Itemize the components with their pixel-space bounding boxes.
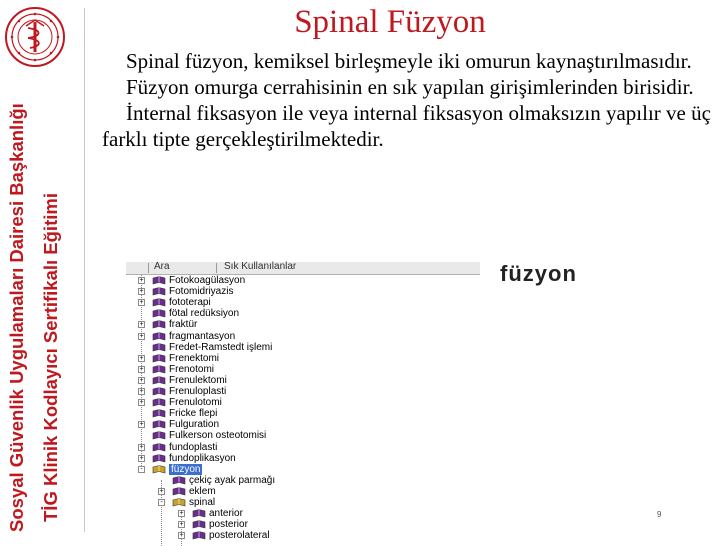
expand-icon[interactable]: + — [179, 510, 184, 518]
tree-node[interactable] — [138, 375, 480, 386]
book-icon — [152, 354, 166, 363]
tree-node[interactable] — [138, 353, 480, 364]
expand-icon[interactable]: + — [139, 332, 144, 340]
expand-icon[interactable]: + — [139, 354, 144, 362]
sidebar-divider — [84, 8, 85, 532]
keyword-label: füzyon — [500, 261, 577, 286]
tab-separator — [216, 263, 217, 273]
tree-node-label: anterior — [209, 508, 243, 520]
expand-icon[interactable]: + — [139, 443, 144, 451]
tree-node[interactable] — [138, 442, 480, 453]
sidebar — [0, 0, 86, 540]
tree-node-label: posterolateral — [209, 530, 270, 542]
book-icon — [192, 509, 206, 518]
tree-node[interactable] — [178, 519, 480, 530]
tree-node[interactable] — [138, 308, 480, 319]
expand-icon[interactable]: + — [179, 521, 184, 529]
tree-node[interactable] — [138, 297, 480, 308]
ministry-logo — [4, 6, 66, 68]
book-icon — [152, 398, 166, 407]
expand-icon[interactable]: + — [159, 487, 164, 495]
tree-node-label: fraktür — [169, 319, 198, 331]
tab-search[interactable]: Ara — [154, 261, 170, 272]
book-icon — [152, 409, 166, 418]
expand-icon[interactable]: + — [139, 399, 144, 407]
paragraph-3: İnternal fiksasyon ile veya internal fiksasyon olmaksızın yapılır ve üç farklı tipte gerçekleştirilmektedir. — [102, 101, 711, 151]
open-book-icon — [152, 465, 166, 474]
paragraph-1: Spinal füzyon, kemiksel birleşmeyle iki omurun kaynaştırılmasıdır. — [126, 49, 692, 73]
tree-node[interactable] — [138, 453, 480, 464]
book-icon — [152, 309, 166, 318]
book-icon — [152, 454, 166, 463]
tree-node-label: Frenulotomi — [169, 397, 222, 409]
tree-node-label: fundoplasti — [169, 441, 218, 453]
tree-node[interactable] — [178, 530, 480, 541]
book-icon — [152, 387, 166, 396]
tree-node[interactable] — [138, 430, 480, 441]
tree-node-label: Fricke flepi — [169, 408, 218, 420]
expand-icon[interactable]: + — [139, 321, 144, 329]
tree-node[interactable] — [138, 419, 480, 430]
slide-title: Spinal Füzyon — [294, 4, 486, 40]
tree-node-label: Fulkerson osteotomisi — [169, 430, 267, 442]
expand-icon[interactable]: + — [139, 299, 144, 307]
book-icon — [152, 443, 166, 452]
book-icon — [172, 487, 186, 496]
book-icon — [152, 287, 166, 296]
tree-node-label: spinal — [189, 497, 216, 508]
book-icon — [152, 365, 166, 374]
tree-node[interactable] — [138, 408, 480, 419]
collapse-icon[interactable]: - — [138, 466, 145, 473]
tree-node-label: fötal redüksiyon — [169, 308, 240, 320]
open-book-icon — [172, 498, 186, 507]
tree-node-label: Frenektomi — [169, 352, 220, 364]
book-icon — [152, 420, 166, 429]
tree-node[interactable] — [158, 497, 480, 508]
book-icon — [152, 376, 166, 385]
tree-node[interactable] — [138, 342, 480, 353]
tree-node-label: fragmantasyon — [169, 330, 236, 342]
book-icon — [152, 343, 166, 352]
tree-node[interactable] — [178, 508, 480, 519]
tree-node-label: fototerapi — [169, 297, 211, 309]
tree-node-label: Frenotomi — [169, 363, 215, 375]
tree-node[interactable] — [138, 319, 480, 330]
tree-node[interactable] — [138, 275, 480, 286]
tree-node-label: Fredet-Ramstedt işlemi — [169, 341, 273, 353]
tree-node[interactable] — [138, 397, 480, 408]
collapse-icon[interactable]: - — [158, 499, 165, 506]
expand-icon[interactable]: + — [179, 532, 184, 540]
expand-icon[interactable]: + — [139, 277, 144, 284]
slide-body — [102, 48, 712, 152]
tree-node-label: posterior — [209, 519, 248, 531]
tree-node[interactable] — [158, 475, 480, 486]
tree-node[interactable] — [138, 331, 480, 342]
expand-icon[interactable]: + — [139, 388, 144, 395]
expand-icon[interactable]: + — [139, 365, 144, 373]
paragraph-2: Füzyon omurga cerrahisinin en sık yapılan girişimlerinden birisidir. — [126, 75, 694, 99]
tree-node-label: Fulguration — [169, 419, 220, 431]
book-icon — [152, 276, 166, 285]
tab-bar — [126, 262, 480, 275]
search-keyword — [498, 262, 628, 292]
book-icon — [152, 298, 166, 307]
tree-node-label: Fotomidriyazis — [169, 286, 234, 298]
tree-node-label: Frenuloplasti — [169, 386, 227, 397]
book-icon — [172, 476, 186, 485]
expand-icon[interactable]: + — [139, 421, 144, 429]
book-icon — [152, 431, 166, 440]
book-icon — [192, 520, 206, 529]
tree-node[interactable] — [158, 486, 480, 497]
expand-icon[interactable]: + — [139, 376, 144, 384]
index-tree-screenshot — [126, 261, 480, 542]
sidebar-org-text: Sosyal Güvenlik Uygulamaları Dairesi Başkanlığı — [6, 103, 27, 532]
tree-node[interactable] — [138, 364, 480, 375]
expand-icon[interactable]: + — [139, 454, 144, 462]
book-icon — [152, 320, 166, 329]
tab-favorites[interactable]: Sık Kullanılanlar — [224, 261, 297, 272]
tree-node-label: füzyon — [171, 463, 201, 475]
tree-node[interactable] — [138, 286, 480, 297]
tree-node-label: çekiç ayak parmağı — [189, 474, 276, 486]
tree-node[interactable] — [138, 464, 480, 475]
sidebar-course-text: TİG Klinik Kodlayıcı Sertifikalı Eğitimi — [40, 193, 61, 522]
tree-node-label: Frenulektomi — [169, 374, 227, 386]
book-icon — [192, 531, 206, 540]
tree-node[interactable] — [138, 386, 480, 397]
page-number: 9 — [657, 510, 662, 519]
expand-icon[interactable]: + — [139, 288, 144, 296]
tree-node-label: fundoplikasyon — [169, 452, 236, 464]
tree-node-label: Fotokoagülasyon — [169, 275, 246, 286]
tab-separator — [148, 263, 149, 273]
book-icon — [152, 332, 166, 341]
tree-node-label: eklem — [189, 485, 216, 497]
